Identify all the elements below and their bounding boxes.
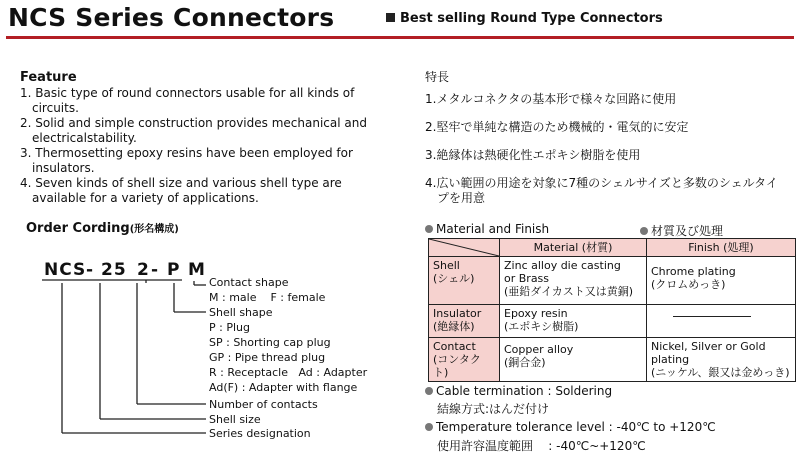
row-header-shell (429, 257, 500, 305)
row-header-jp: (シェル) (433, 272, 475, 285)
row-header-jp: (コンタクト) (433, 353, 481, 379)
feature-jp-line: 1.メタルコネクタの基本形で様々な回路に使用 (425, 92, 677, 106)
feature-line: circuits. (32, 101, 79, 115)
feature-line: 1. Basic type of round connectors usable for all kinds of (20, 86, 355, 100)
feature-line: 2. Solid and simple construction provides mechanical and (20, 116, 367, 130)
material-cell (500, 338, 647, 382)
shell-shape-option: SP : Shorting cap plug (209, 336, 331, 349)
cell-line: (亜鉛ダイカスト又は黄銅) (504, 285, 634, 298)
label-shell-shape: Shell shape (209, 306, 273, 319)
cell-line: (銅合金) (504, 356, 546, 369)
bullet-icon (425, 225, 433, 233)
shell-shape-option: R : Receptacle Ad : Adapter (209, 366, 368, 379)
feature-line: insulators. (32, 161, 95, 175)
code-size: 2 (137, 260, 150, 280)
diagonal-line (429, 239, 499, 256)
order-heading-text: Order Cording (26, 221, 130, 236)
page-title: NCS Series Connectors (8, 3, 335, 32)
table-row (429, 257, 796, 305)
empty-dash (673, 316, 751, 317)
table-row (429, 338, 796, 382)
order-heading-jp: (形名構成) (129, 224, 179, 235)
code-contacts: 25 (101, 260, 127, 280)
cell-line: (エポキシ樹脂) (504, 320, 579, 333)
material-cell (500, 257, 647, 305)
material-cell (500, 305, 647, 338)
cell-line: Copper alloy (504, 343, 574, 356)
cell-line: Chrome plating (651, 265, 736, 278)
table-corner-cell (429, 239, 500, 257)
temperature-tolerance-jp: 使用許容温度範囲 : -40℃~+120℃ (437, 439, 646, 453)
label-series-designation: Series designation (209, 427, 311, 440)
code-gender: M (188, 260, 206, 280)
shell-shape-option: Ad(F) : Adapter with flange (209, 381, 358, 394)
shell-shape-option: GP : Pipe thread plug (209, 351, 326, 364)
finish-cell (647, 257, 796, 305)
feature-line: 4. Seven kinds of shell size and various shell type are (20, 176, 342, 190)
feature-heading: Feature (20, 70, 77, 85)
code-dash: - (151, 260, 160, 280)
label-contact-shape-options: M : male F : female (209, 291, 326, 304)
cell-line: Nickel, Silver or Gold (651, 340, 766, 353)
material-heading-jp (640, 222, 723, 239)
bullet-icon (425, 387, 433, 395)
material-heading-jp-text: 材質及び処理 (651, 224, 724, 238)
label-contact-shape: Contact shape (209, 276, 289, 289)
cable-termination-text: Cable termination : Soldering (436, 384, 613, 398)
features-jp-heading: 特長 (425, 70, 450, 84)
feature-jp-line: 2.堅牢で単純な構造のため機械的・電気的に安定 (425, 120, 689, 134)
label-shell-size: Shell size (209, 413, 261, 426)
material-heading-text: Material and Finish (436, 222, 550, 236)
cell-line: (クロムめっき) (651, 278, 726, 291)
cable-termination (425, 384, 612, 398)
row-header-insulator (429, 305, 500, 338)
finish-cell (647, 305, 796, 338)
cell-line: (ニッケル、銀又は金めっき) (651, 366, 790, 379)
row-header-contact (429, 338, 500, 382)
table-header-row (429, 239, 796, 257)
cell-line: plating (651, 353, 690, 366)
table-row (429, 305, 796, 338)
subtitle-text: Best selling Round Type Connectors (400, 11, 663, 26)
bullet-icon (640, 227, 648, 235)
cable-termination-jp: 結線方式:はんだ付け (437, 402, 550, 416)
feature-jp-line: 3.絶縁体は熱硬化性エポキシ樹脂を使用 (425, 148, 641, 162)
code-series: NCS (44, 260, 87, 280)
bullet-icon (425, 423, 433, 431)
feature-jp-line: プを用意 (437, 191, 486, 205)
feature-line: available for a variety of applications. (32, 191, 259, 205)
finish-cell (647, 338, 796, 382)
code-shape: P (167, 260, 181, 280)
row-header-text: Shell (433, 259, 460, 272)
code-dash: - (86, 260, 95, 280)
row-header-text: Contact (433, 340, 476, 353)
column-header-finish: Finish (処理) (647, 239, 796, 257)
temperature-tolerance-text: Temperature tolerance level : -40℃ to +120℃ (436, 420, 716, 434)
cell-line: Epoxy resin (504, 307, 568, 320)
feature-line: 3. Thermosetting epoxy resins have been employed for (20, 146, 353, 160)
label-number-of-contacts: Number of contacts (209, 398, 318, 411)
feature-line: electricalstability. (32, 131, 137, 145)
material-heading (425, 222, 549, 236)
row-header-text: Insulator (433, 307, 482, 320)
column-header-material: Material (材質) (500, 239, 647, 257)
shell-shape-option: P : Plug (209, 321, 250, 334)
temperature-tolerance (425, 420, 716, 434)
feature-jp-line: 4.広い範囲の用途を対象に7種のシェルサイズと多数のシェルタイ (425, 176, 778, 190)
cell-line: Zinc alloy die casting (504, 259, 621, 272)
material-finish-table (428, 238, 796, 382)
row-header-jp: (絶縁体) (433, 320, 475, 333)
cell-line: or Brass (504, 272, 550, 285)
